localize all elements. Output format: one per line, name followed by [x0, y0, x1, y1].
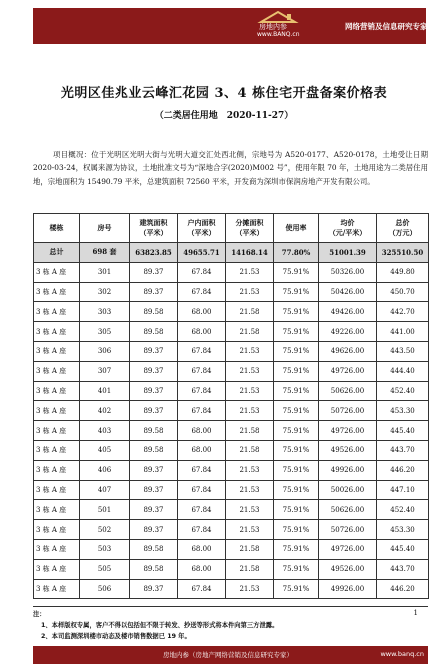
table-cell: 21.58	[226, 322, 274, 342]
column-header	[80, 214, 130, 243]
table-cell: 75.91%	[274, 559, 319, 579]
table-cell: 21.53	[226, 401, 274, 421]
column-header-unit: （平米）	[139, 228, 168, 237]
table-cell: 445.40	[377, 539, 429, 559]
table-cell: 89.37	[130, 282, 178, 302]
column-header-label: 分摊面积	[235, 218, 264, 227]
table-cell: 89.37	[130, 381, 178, 401]
table-cell: 68.00	[178, 322, 226, 342]
footer-banner	[33, 646, 428, 664]
table-cell: 452.40	[377, 381, 429, 401]
table-cell: 89.37	[130, 520, 178, 540]
table-cell: 303	[80, 302, 130, 322]
table-cell: 306	[80, 341, 130, 361]
table-cell: 21.53	[226, 480, 274, 500]
brand-slogan: 网络营销及信息研究专家	[345, 22, 428, 31]
table-cell: 21.53	[226, 361, 274, 381]
table-cell: 21.53	[226, 282, 274, 302]
table-cell: 49726.00	[319, 361, 377, 381]
table-cell: 21.53	[226, 520, 274, 540]
table-cell: 75.91%	[274, 262, 319, 282]
table-cell: 21.53	[226, 579, 274, 599]
table-cell: 50626.00	[319, 381, 377, 401]
table-cell: 443.50	[377, 341, 429, 361]
table-cell: 49426.00	[319, 302, 377, 322]
table-cell: 49655.71	[178, 243, 226, 263]
column-header-label: 楼栋	[49, 223, 64, 232]
column-header-label: 使用率	[285, 223, 307, 232]
table-cell: 75.91%	[274, 500, 319, 520]
table-cell: 67.84	[178, 500, 226, 520]
column-header-label: 总价	[395, 218, 410, 227]
table-cell: 441.00	[377, 322, 429, 342]
table-cell: 89.37	[130, 341, 178, 361]
table-cell: 444.40	[377, 361, 429, 381]
table-cell: 68.00	[178, 539, 226, 559]
table-cell: 50626.00	[319, 500, 377, 520]
table-cell: 50426.00	[319, 282, 377, 302]
table-cell: 446.20	[377, 579, 429, 599]
table-cell: 75.91%	[274, 361, 319, 381]
table-cell: 453.30	[377, 520, 429, 540]
table-cell: 3 栋 A 座	[34, 361, 80, 381]
table-cell: 3 栋 A 座	[34, 579, 80, 599]
table-cell: 505	[80, 559, 130, 579]
table-cell: 75.91%	[274, 480, 319, 500]
column-header	[319, 214, 377, 243]
table-cell: 89.58	[130, 539, 178, 559]
table-cell: 3 栋 A 座	[34, 282, 80, 302]
footnote-label: 注：	[33, 611, 46, 618]
table-cell: 49526.00	[319, 440, 377, 460]
footnote-divider	[33, 606, 428, 607]
column-header	[274, 214, 319, 243]
table-cell: 75.91%	[274, 322, 319, 342]
column-header-unit: （平米）	[187, 228, 216, 237]
column-header-label: 建筑面积	[139, 218, 168, 227]
table-cell: 89.37	[130, 361, 178, 381]
table-cell: 502	[80, 520, 130, 540]
table-cell: 75.91%	[274, 401, 319, 421]
table-row	[34, 262, 429, 282]
table-cell: 75.91%	[274, 539, 319, 559]
table-cell: 49926.00	[319, 579, 377, 599]
table-cell: 89.37	[130, 500, 178, 520]
footer-text: 房地内参（房地产网络营销及信息研究专家）	[163, 651, 293, 659]
table-row	[34, 500, 429, 520]
column-header	[130, 214, 178, 243]
column-header	[34, 214, 80, 243]
table-cell: 3 栋 A 座	[34, 322, 80, 342]
table-cell: 63823.85	[130, 243, 178, 263]
column-header	[178, 214, 226, 243]
table-cell: 总计	[34, 243, 80, 263]
table-cell: 3 栋 A 座	[34, 500, 80, 520]
table-cell: 67.84	[178, 401, 226, 421]
table-cell: 3 栋 A 座	[34, 421, 80, 441]
column-header-unit: （平米）	[235, 228, 264, 237]
table-cell: 443.70	[377, 559, 429, 579]
table-cell: 49926.00	[319, 460, 377, 480]
table-row	[34, 440, 429, 460]
table-row	[34, 361, 429, 381]
table-cell: 14168.14	[226, 243, 274, 263]
column-header-label: 均价	[340, 218, 355, 227]
table-cell: 21.58	[226, 559, 274, 579]
table-cell: 50326.00	[319, 262, 377, 282]
table-cell: 3 栋 A 座	[34, 381, 80, 401]
table-cell: 21.58	[226, 539, 274, 559]
price-table	[33, 213, 429, 599]
table-body	[34, 243, 429, 599]
table-cell: 75.91%	[274, 381, 319, 401]
table-cell: 3 栋 A 座	[34, 262, 80, 282]
header-banner	[33, 8, 426, 44]
table-cell: 50726.00	[319, 520, 377, 540]
table-cell: 21.58	[226, 421, 274, 441]
table-cell: 449.80	[377, 262, 429, 282]
table-cell: 307	[80, 361, 130, 381]
table-cell: 3 栋 A 座	[34, 302, 80, 322]
table-cell: 21.53	[226, 262, 274, 282]
table-cell: 67.84	[178, 579, 226, 599]
column-header-unit: （元/平米）	[328, 228, 367, 237]
column-header-label: 户内面积	[187, 218, 216, 227]
table-cell: 49726.00	[319, 421, 377, 441]
table-cell: 407	[80, 480, 130, 500]
table-row	[34, 341, 429, 361]
table-cell: 75.91%	[274, 282, 319, 302]
table-cell: 67.84	[178, 480, 226, 500]
table-cell: 21.53	[226, 500, 274, 520]
table-cell: 3 栋 A 座	[34, 341, 80, 361]
table-cell: 68.00	[178, 302, 226, 322]
table-row	[34, 539, 429, 559]
table-cell: 501	[80, 500, 130, 520]
table-cell: 21.53	[226, 460, 274, 480]
table-cell: 77.80%	[274, 243, 319, 263]
table-row	[34, 520, 429, 540]
table-cell: 49726.00	[319, 539, 377, 559]
page-number: 1	[413, 609, 418, 617]
table-cell: 67.84	[178, 341, 226, 361]
table-cell: 50726.00	[319, 401, 377, 421]
table-cell: 405	[80, 440, 130, 460]
table-cell: 89.58	[130, 440, 178, 460]
table-cell: 3 栋 A 座	[34, 520, 80, 540]
table-cell: 406	[80, 460, 130, 480]
table-total-row	[34, 243, 429, 263]
footnote	[33, 606, 428, 640]
table-cell: 445.40	[377, 421, 429, 441]
table-cell: 75.91%	[274, 421, 319, 441]
footnote-note-2: 2、本司监测深圳楼市动态及楼市销售数据已 19 年。	[41, 633, 191, 640]
table-cell: 452.40	[377, 500, 429, 520]
table-cell: 21.58	[226, 440, 274, 460]
table-cell: 68.00	[178, 559, 226, 579]
table-row	[34, 421, 429, 441]
table-cell: 67.84	[178, 381, 226, 401]
table-cell: 89.37	[130, 579, 178, 599]
table-cell: 450.70	[377, 282, 429, 302]
table-cell: 3 栋 A 座	[34, 440, 80, 460]
column-header-unit: （万元）	[388, 228, 417, 237]
table-cell: 68.00	[178, 440, 226, 460]
column-header	[226, 214, 274, 243]
table-cell: 89.58	[130, 322, 178, 342]
table-cell: 447.10	[377, 480, 429, 500]
table-cell: 89.37	[130, 401, 178, 421]
table-cell: 21.58	[226, 302, 274, 322]
table-cell: 302	[80, 282, 130, 302]
table-row	[34, 559, 429, 579]
page-title: 光明区佳兆业云峰汇花园 3、4 栋住宅开盘备案价格表	[60, 86, 388, 101]
table-cell: 506	[80, 579, 130, 599]
table-cell: 442.70	[377, 302, 429, 322]
table-cell: 75.91%	[274, 520, 319, 540]
table-cell: 503	[80, 539, 130, 559]
table-cell: 3 栋 A 座	[34, 559, 80, 579]
table-cell: 3 栋 A 座	[34, 539, 80, 559]
table-cell: 68.00	[178, 421, 226, 441]
table-cell: 89.37	[130, 460, 178, 480]
table-cell: 325510.50	[377, 243, 429, 263]
table-row	[34, 579, 429, 599]
table-cell: 89.58	[130, 559, 178, 579]
table-cell: 49626.00	[319, 341, 377, 361]
table-cell: 21.53	[226, 341, 274, 361]
table-cell: 89.37	[130, 480, 178, 500]
table-cell: 89.37	[130, 262, 178, 282]
column-header	[377, 214, 429, 243]
table-cell: 67.84	[178, 282, 226, 302]
table-header-row	[34, 214, 429, 243]
table-cell: 51001.39	[319, 243, 377, 263]
table-cell: 75.91%	[274, 302, 319, 322]
table-cell: 67.84	[178, 460, 226, 480]
table-cell: 3 栋 A 座	[34, 460, 80, 480]
table-cell: 67.84	[178, 361, 226, 381]
table-cell: 89.58	[130, 421, 178, 441]
logo-url: www.BANQ.cn	[257, 31, 300, 38]
table-cell: 446.20	[377, 460, 429, 480]
table-cell: 75.91%	[274, 440, 319, 460]
table-cell: 305	[80, 322, 130, 342]
table-cell: 67.84	[178, 520, 226, 540]
table-cell: 453.30	[377, 401, 429, 421]
table-row	[34, 460, 429, 480]
logo-text: 房地内参	[259, 23, 287, 31]
table-row	[34, 381, 429, 401]
table-row	[34, 480, 429, 500]
table-cell: 401	[80, 381, 130, 401]
table-cell: 21.53	[226, 381, 274, 401]
project-description: 项目概况：位于光明区光明大街与光明大道交汇处西北侧，宗地号为 A520-0177、A520-0178，土地受让日期 2020-03-24，权属来源为协议，土地批准文号为“深地合字(2020)M002 号”，使用年限 70 年，土地用途为二类居住用地，宗地面积为 15490.79 平米，总建筑面积 72560 平米，开发商为深圳市保润房地产开发有限公司。	[33, 150, 428, 186]
table-cell: 49226.00	[319, 322, 377, 342]
table-row	[34, 322, 429, 342]
footnote-note-1: 1、本样版权专属，客户不得以包括但不限于转发、抄送等形式将本件向第三方泄露。	[41, 622, 279, 629]
table-cell: 49526.00	[319, 559, 377, 579]
column-header-label: 房号	[97, 223, 112, 232]
table-cell: 698 套	[80, 243, 130, 263]
table-cell: 301	[80, 262, 130, 282]
table-cell: 75.91%	[274, 579, 319, 599]
table-cell: 75.91%	[274, 341, 319, 361]
table-cell: 3 栋 A 座	[34, 480, 80, 500]
table-cell: 50026.00	[319, 480, 377, 500]
table-cell: 3 栋 A 座	[34, 401, 80, 421]
table-cell: 67.84	[178, 262, 226, 282]
table-cell: 89.58	[130, 302, 178, 322]
table-cell: 75.91%	[274, 460, 319, 480]
table-row	[34, 302, 429, 322]
table-cell: 402	[80, 401, 130, 421]
table-cell: 403	[80, 421, 130, 441]
table-row	[34, 282, 429, 302]
footer-url: www.banq.cn	[380, 650, 424, 658]
page-subtitle: （二类居住用地 2020-11-27）	[154, 111, 294, 121]
table-cell: 443.70	[377, 440, 429, 460]
table-row	[34, 401, 429, 421]
